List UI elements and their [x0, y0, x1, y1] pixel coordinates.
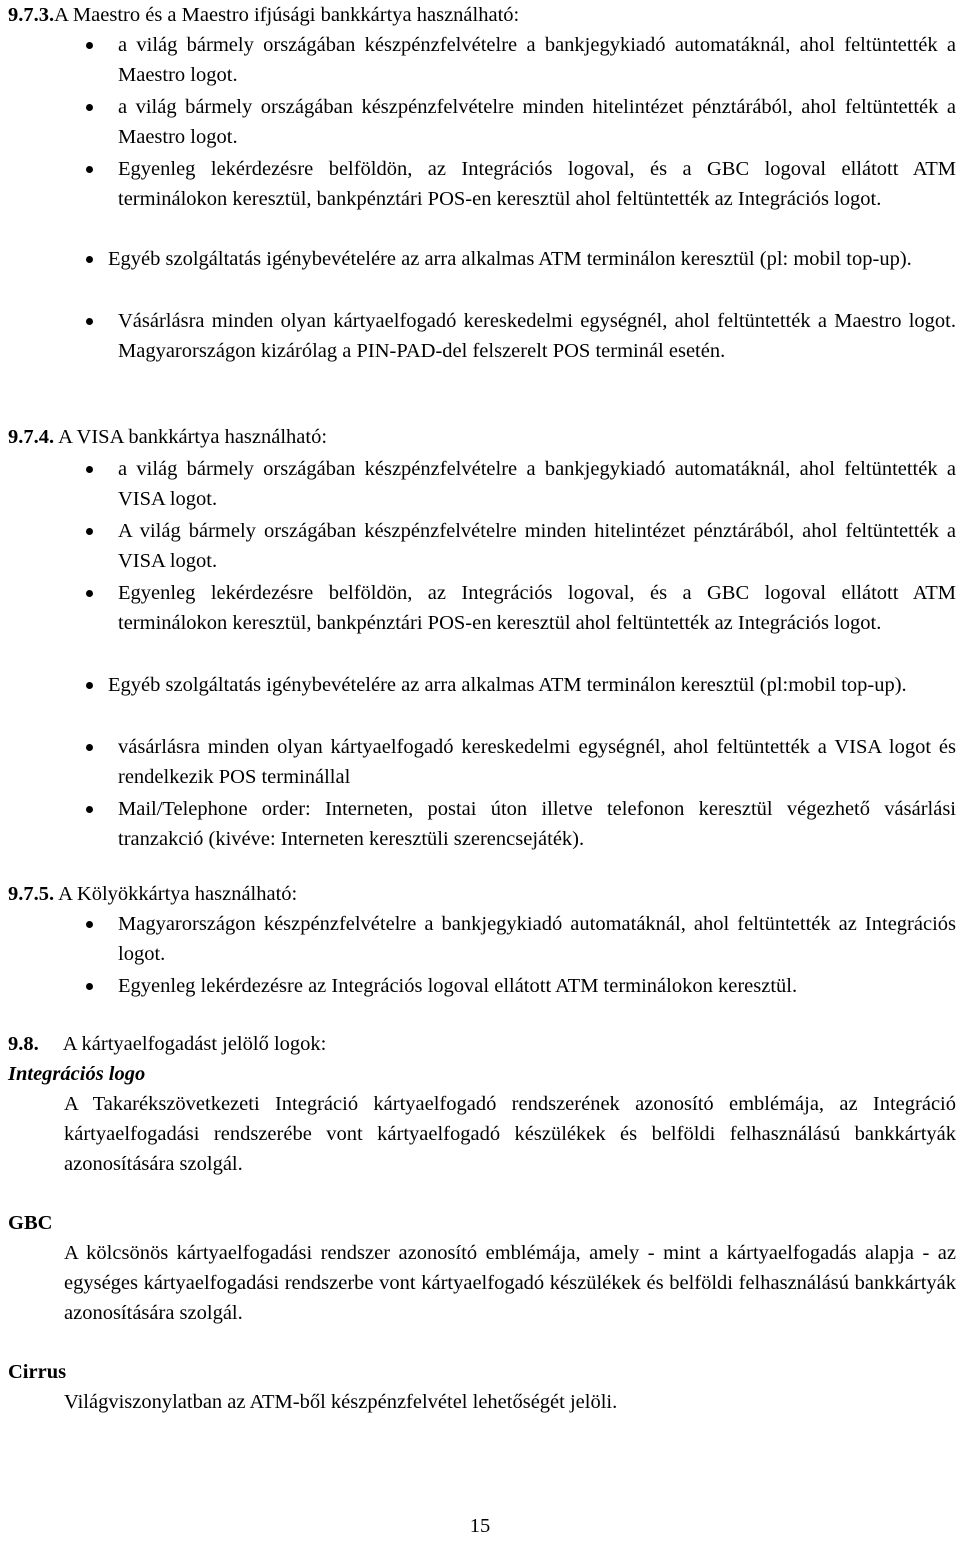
bullet-icon	[86, 744, 93, 751]
section-number: 9.7.4.	[8, 426, 55, 448]
bullet-icon	[86, 256, 93, 263]
bullet-icon	[86, 42, 93, 49]
page-number: 15	[469, 1515, 491, 1537]
list-item-text: Egyenleg lekérdezésre az Integrációs logoval ellátott ATM terminálokon keresztül.	[118, 975, 798, 997]
bullet-icon	[86, 466, 93, 473]
list-item-text: Magyarországon készpénzfelvételre a bankjegykiadó automatáknál, ahol feltüntették az Integrációs logot.	[118, 913, 956, 965]
list-item	[108, 670, 956, 730]
list-item	[118, 516, 956, 576]
bullet-icon	[86, 104, 93, 111]
list-item-text: Egyéb szolgáltatás igénybevételére az arra alkalmas ATM terminálon keresztül (pl:mobil top-up).	[108, 674, 907, 696]
definition-text-cirrus: Világviszonylatban az ATM-ből készpénzfelvétel lehetőségét jelöli.	[64, 1391, 618, 1413]
list-item-text: Egyéb szolgáltatás igénybevételére az arra alkalmas ATM terminálon keresztül (pl: mobil top-up).	[108, 248, 912, 270]
section-9-7-3-list	[0, 30, 960, 396]
bullet-icon	[86, 166, 93, 173]
list-item	[108, 244, 956, 304]
section-heading-9-8	[8, 1029, 326, 1059]
bullet-icon	[86, 590, 93, 597]
section-9-7-4-list	[0, 454, 960, 854]
bullet-icon	[86, 682, 93, 689]
list-item-text: A világ bármely országában készpénzfelvételre minden hitelintézet pénztárából, ahol feltüntették a VISA logot.	[118, 520, 956, 572]
list-item-text: a világ bármely országában készpénzfelvételre a bankjegykiadó automatáknál, ahol feltüntették a VISA logot.	[118, 458, 956, 510]
section-title: A Maestro és a Maestro ifjúsági bankkártya használható:	[54, 4, 520, 26]
list-item	[118, 92, 956, 152]
list-item	[118, 578, 956, 668]
bullet-icon	[86, 983, 93, 990]
section-9-7-5-list	[0, 909, 960, 1001]
list-item-text: vásárlásra minden olyan kártyaelfogadó kereskedelmi egységnél, ahol feltüntették a VISA logot és rendelkezik POS terminállal	[118, 736, 956, 788]
section-number: 9.7.3.	[8, 4, 55, 26]
list-item-text: a világ bármely országában készpénzfelvételre minden hitelintézet pénztárából, ahol feltüntették a Maestro logot.	[118, 96, 956, 148]
section-number: 9.7.5.	[8, 883, 55, 905]
list-item-text: Egyenleg lekérdezésre belföldön, az Integrációs logoval, és a GBC logoval ellátott ATM terminálokon keresztül, bankpénztári POS-en keresztül ahol feltüntették az Integrációs logot.	[118, 158, 956, 210]
list-item	[118, 454, 956, 514]
list-item-text: a világ bármely országában készpénzfelvételre a bankjegykiadó automatáknál, ahol feltüntették a Maestro logot.	[118, 34, 956, 86]
bullet-icon	[86, 806, 93, 813]
bullet-icon	[86, 528, 93, 535]
list-item	[118, 732, 956, 792]
section-number: 9.8.	[8, 1033, 39, 1055]
list-item	[118, 971, 956, 1001]
section-heading-9-7-3	[8, 0, 519, 30]
definition-term-gbc: GBC	[8, 1212, 53, 1234]
list-item-text: Egyenleg lekérdezésre belföldön, az Integrációs logoval, és a GBC logoval ellátott ATM terminálokon keresztül, bankpénztári POS-en keresztül ahol feltüntették az Integrációs logot.	[118, 582, 956, 634]
list-item	[118, 794, 956, 854]
list-item	[118, 30, 956, 90]
list-item	[118, 306, 956, 396]
definition-term-integracios: Integrációs logo	[8, 1063, 146, 1085]
definition-text-integracios: A Takarékszövetkezeti Integráció kártyaelfogadó rendszerének azonosító emblémája, az Integráció kártyaelfogadási rendszerébe vont kártyaelfogadó készülékek és belföldi felhasználású bankkártyák azonosítására szolgál.	[64, 1093, 956, 1175]
section-title: A VISA bankkártya használható:	[58, 426, 328, 448]
list-item	[118, 909, 956, 969]
list-item-text: Mail/Telephone order: Interneten, postai úton illetve telefonon keresztül végezhető vásárlási tranzakció (kivéve: Interneten keresztüli szerencsejáték).	[118, 798, 956, 850]
list-item	[118, 154, 956, 244]
section-heading-9-7-5	[8, 879, 297, 909]
bullet-icon	[86, 318, 93, 325]
section-title: A Kölyökkártya használható:	[58, 883, 298, 905]
section-heading-9-7-4	[8, 422, 327, 452]
bullet-icon	[86, 921, 93, 928]
section-title: A kártyaelfogadást jelölő logok:	[62, 1033, 327, 1055]
definition-text-gbc: A kölcsönös kártyaelfogadási rendszer azonosító emblémája, amely - mint a kártyaelfogadás alapja - az egységes kártyaelfogadási rendszerbe vont kártyaelfogadó készülékek és belföldi felhasználású bankkártyák azonosítására szolgál.	[64, 1242, 956, 1324]
list-item-text: Vásárlásra minden olyan kártyaelfogadó kereskedelmi egységnél, ahol feltüntették a Maestro logot. Magyarországon kizárólag a PIN-PAD-del felszerelt POS terminál esetén.	[118, 310, 956, 362]
definition-term-cirrus: Cirrus	[8, 1361, 67, 1383]
